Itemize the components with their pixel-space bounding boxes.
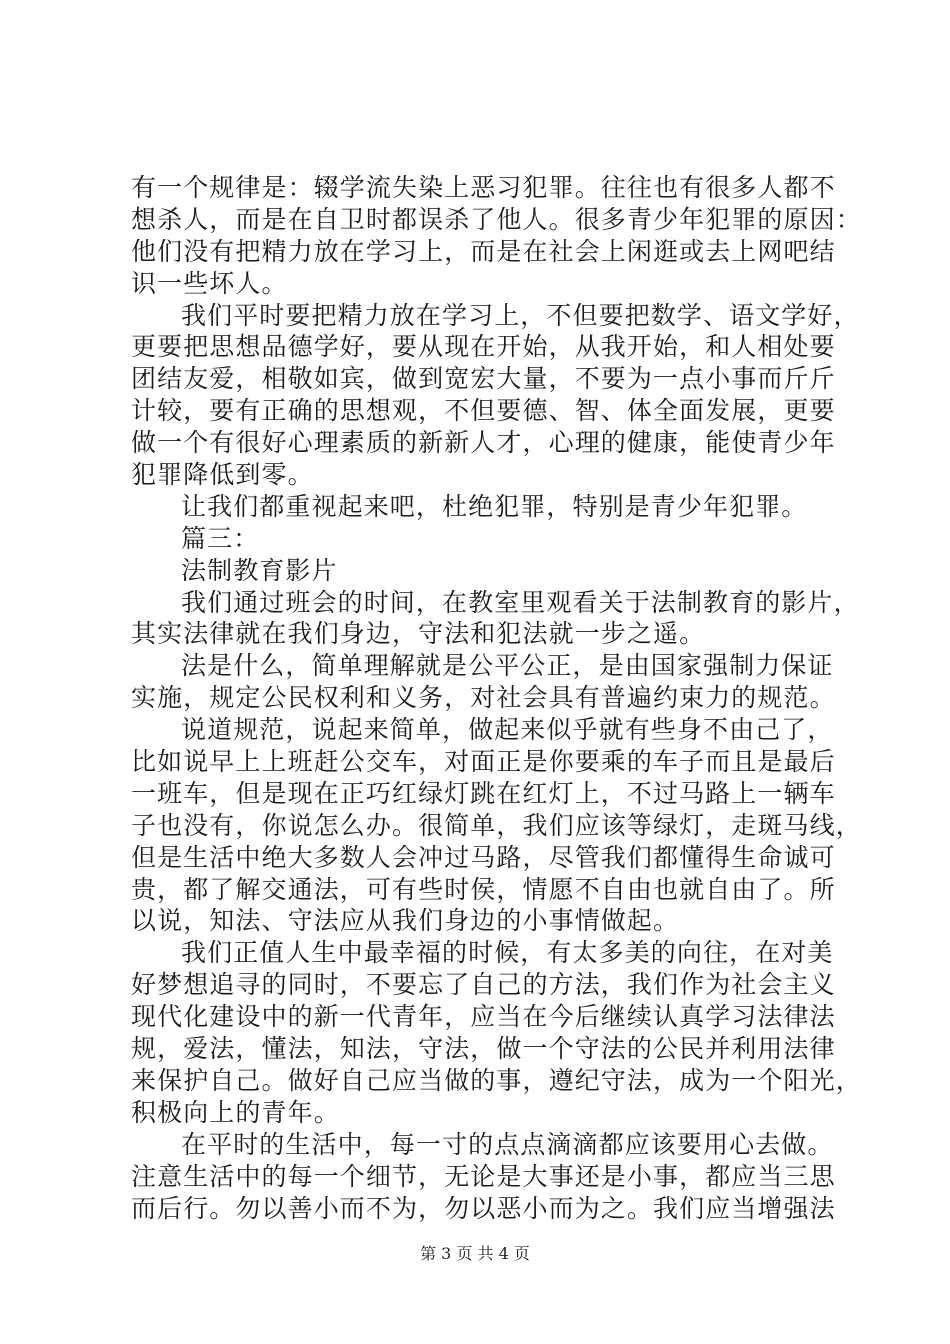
text-line: 好梦想追寻的同时，不要忘了自己的方法，我们作为社会主义 <box>131 970 836 1000</box>
text-line: 比如说早上上班赶公交车，对面正是你要乘的车子而且是最后 <box>131 747 836 777</box>
text-line: 犯罪降低到零。 <box>131 460 314 490</box>
text-line: 说道规范，说起来简单，做起来似乎就有些身不由己了， <box>181 715 834 745</box>
text-line: 现代化建设中的新一代青年，应当在今后继续认真学习法律法 <box>131 1002 836 1032</box>
page-footer: 第 3 页 共 4 页 <box>420 1244 530 1263</box>
text-line: 在平时的生活中，每一寸的点点滴滴都应该要用心去做。 <box>181 1129 834 1159</box>
text-line: 规，爱法，懂法，知法，守法，做一个守法的公民并利用法律 <box>131 1034 836 1064</box>
text-line: 我们正值人生中最幸福的时候，有太多美的向往，在对美 <box>181 938 834 968</box>
text-line: 来保护自己。做好自己应当做的事，遵纪守法，成为一个阳光， <box>131 1065 862 1095</box>
text-line: 以说，知法、守法应从我们身边的小事情做起。 <box>131 906 680 936</box>
text-line: 有一个规律是：辍学流失染上恶习犯罪。往往也有很多人都不 <box>131 173 836 202</box>
text-line: 计较，要有正确的思想观，不但要德、智、体全面发展，更要 <box>131 396 836 426</box>
text-line: 我们平时要把精力放在学习上，不但要把数学、语文学好， <box>181 300 860 330</box>
text-line: 篇三： <box>181 523 260 553</box>
text-line: 法是什么，简单理解就是公平公正，是由国家强制力保证 <box>181 651 834 681</box>
text-line: 让我们都重视起来吧，杜绝犯罪，特别是青少年犯罪。 <box>181 491 808 521</box>
text-line: 一班车，但是现在正巧红绿灯跳在红灯上，不过马路上一辆车 <box>131 778 836 808</box>
text-line: 子也没有，你说怎么办。很简单，我们应该等绿灯，走斑马线， <box>131 810 862 840</box>
text-line: 更要把思想品德学好，要从现在开始，从我开始，和人相处要 <box>131 332 836 362</box>
text-line: 做一个有很好心理素质的新新人才，心理的健康，能使青少年 <box>131 428 836 458</box>
text-line: 想杀人，而是在自卫时都误杀了他人。很多青少年犯罪的原因： <box>131 204 862 234</box>
text-line: 贵，都了解交通法，可有些时侯，情愿不自由也就自由了。所 <box>131 874 836 904</box>
text-line: 他们没有把精力放在学习上，而是在社会上闲逛或去上网吧结 <box>131 236 836 266</box>
text-line: 注意生活中的每一个细节，无论是大事还是小事，都应当三思 <box>131 1161 836 1191</box>
text-line: 其实法律就在我们身边，守法和犯法就一步之遥。 <box>131 619 706 649</box>
text-line: 实施，规定公民权利和义务，对社会具有普遍约束力的规范。 <box>131 683 836 713</box>
text-line: 法制教育影片 <box>181 555 338 585</box>
document-body <box>131 172 862 1224</box>
text-line: 识一些坏人。 <box>131 268 288 298</box>
text-line: 积极向上的青年。 <box>131 1097 340 1127</box>
text-line: 团结友爱，相敬如宾，做到宽宏大量，不要为一点小事而斤斤 <box>131 364 836 394</box>
text-line: 而后行。勿以善小而不为，勿以恶小而为之。我们应当增强法 <box>131 1193 836 1223</box>
text-line: 但是生活中绝大多数人会冲过马路，尽管我们都懂得生命诚可 <box>131 842 836 872</box>
text-line: 我们通过班会的时间，在教室里观看关于法制教育的影片， <box>181 587 860 617</box>
